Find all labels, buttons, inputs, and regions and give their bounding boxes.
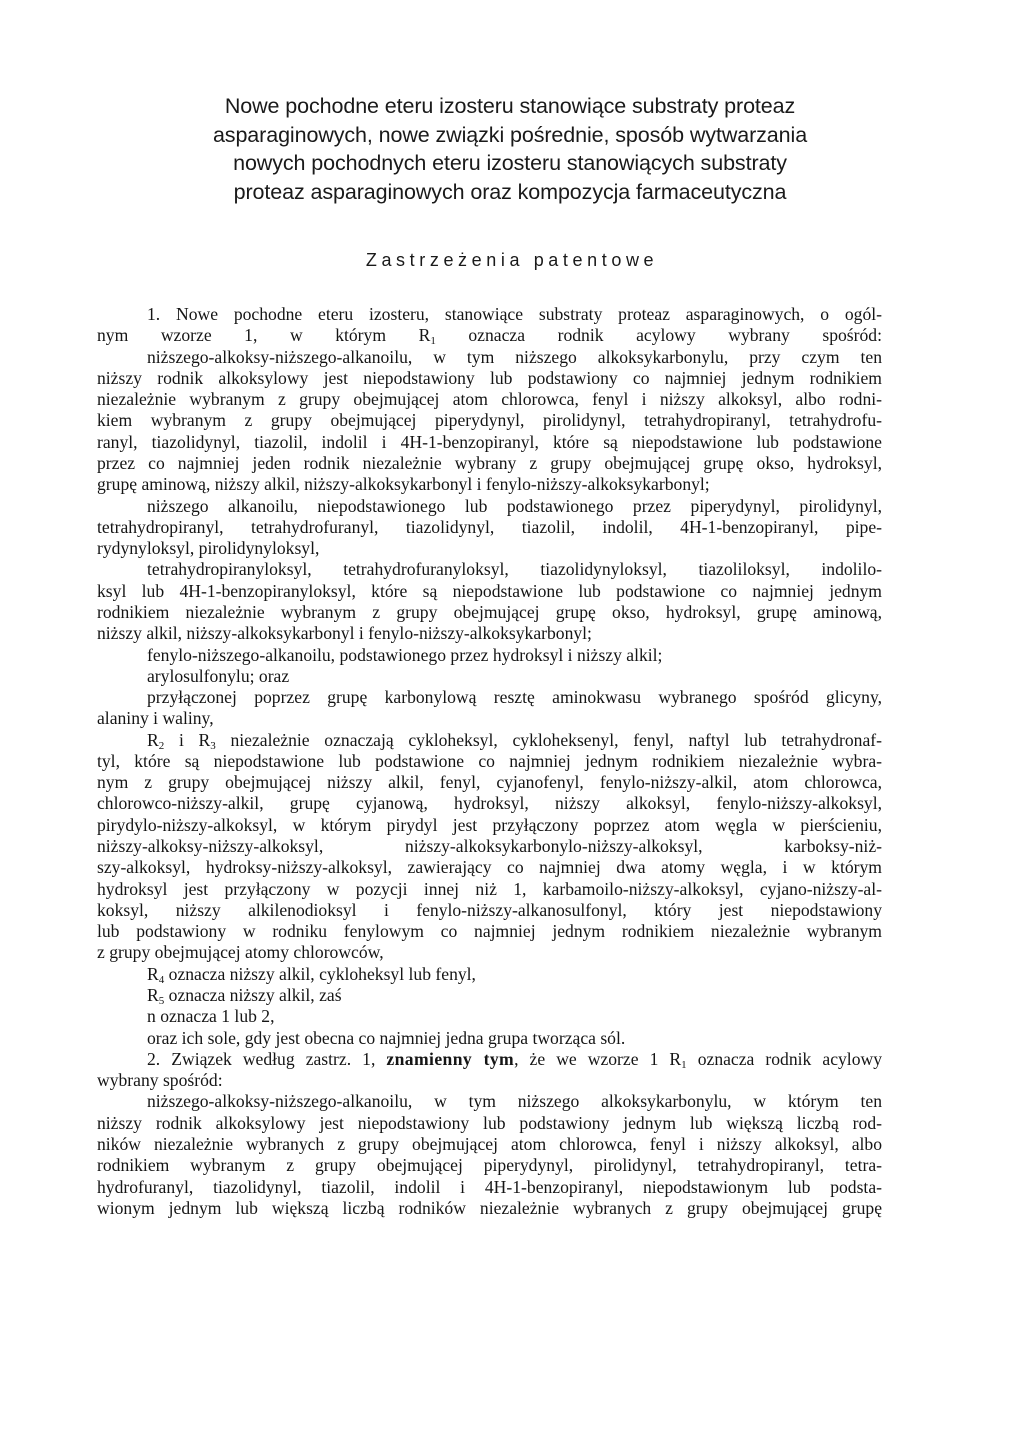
claim-line: niższego alkanoilu, niepodstawionego lub podstawionego przez piperydynyl, pirolidynyl,: [147, 495, 882, 516]
claim-line: nym wzorze 1, w którym $R_1$ oznacza rodnik acylowy wybrany spośród:: [97, 325, 882, 348]
claim-line: tyl, które są niepodstawione lub podstawione co najmniej jednym rodnikiem niezależnie wybra-: [97, 750, 882, 771]
claim-line: rodnikiem niezależnie wybranym z grupy obejmującej grupę okso, hydroksyl, grupę aminową,: [97, 601, 882, 622]
claim-line: nym z grupy obejmującej niższy alkil, fenyl, cyjanofenyl, fenylo-niższy-alkil, atom chlorowca,: [97, 772, 882, 793]
claim-line: 2. Związek według zastrz. 1, znamienny tym, że we wzorze 1 $R_1$ oznacza rodnik acylowy: [147, 1048, 882, 1071]
stamp-phrase: znamienny tym: [386, 1048, 515, 1069]
claim-line: tetrahydropiranyl, tetrahydrofuranyl, tiazolidynyl, tiazolil, indolil, 4H-1-benzopiranyl, pipe-: [97, 516, 882, 537]
claim-line: oraz ich sole, gdy jest obecna co najmniej jedna grupa tworząca sól.: [147, 1027, 626, 1048]
claim-line: $R_2$ i $R_3$ niezależnie oznaczają cykloheksyl, cykloheksenyl, fenyl, naftyl lub tetrahydronaf-: [147, 729, 882, 752]
claim-line: n oznacza 1 lub 2,: [147, 1006, 275, 1027]
claim-line: rydynyloksyl, pirolidynyloksyl,: [97, 538, 320, 559]
claim-line: niższego-alkoksy-niższego-alkanoilu, w tym niższego alkoksykarbonylu, przy czym ten: [147, 346, 882, 367]
claim-line: niższy rodnik alkoksylowy jest niepodstawiony lub podstawiony jednym lub większą liczbą rod-: [97, 1112, 882, 1133]
title-line: nowych pochodnych eteru izosteru stanowiących substraty: [233, 151, 787, 175]
claim-line: pirydylo-niższy-alkoksyl, w którym pirydyl jest przyłączony poprzez atom węgla w pierścieniu,: [97, 814, 882, 835]
claim-line: ranyl, tiazolidynyl, tiazolil, indolil i 4H-1-benzopiranyl, które są niepodstawione lub podstawione: [97, 431, 882, 452]
claims-text: [97, 304, 882, 1219]
claim-line: fenylo-niższego-alkanoilu, podstawionego przez hydroksyl i niższy alkil;: [147, 644, 663, 665]
claim-line: rodnikiem wybranym z grupy obejmującej piperydynyl, pirolidynyl, tetrahydropiranyl, tetra-: [97, 1155, 882, 1176]
claim-line: przez co najmniej jeden rodnik niezależnie wybrany z grupy obejmującej grupę okso, hydroksyl,: [97, 452, 882, 473]
claim-line: niższy-alkoksy-niższy-alkoksyl, niższy-alkoksykarbonylo-niższy-alkoksyl, karboksy-niż-: [97, 836, 882, 857]
claim-line: grupę aminową, niższy alkil, niższy-alkoksykarbonyl i fenylo-niższy-alkoksykarbonyl;: [97, 474, 710, 495]
claim-line: ników niezależnie wybranych z grupy obejmującej atom chlorowca, fenyl i niższy alkoksyl, albo: [97, 1133, 882, 1154]
title-line: Nowe pochodne eteru izosteru stanowiące substraty proteaz: [224, 94, 796, 118]
claim-line: niższy rodnik alkoksylowy jest niepodstawiony lub podstawiony co najmniej jednym rodnikiem: [97, 367, 882, 388]
document-title: [190, 92, 830, 206]
claim-line: z grupy obejmującej atomy chlorowców,: [97, 942, 384, 963]
claim-line: niezależnie wybranym z grupy obejmującej atom chlorowca, fenyl i niższy alkoksyl, albo rodni-: [97, 389, 882, 410]
claim-line: wybrany spośród:: [97, 1070, 223, 1091]
claim-line: koksyl, niższy alkilenodioksyl i fenylo-niższy-alkanosulfonyl, który jest niepodstawiony: [97, 899, 882, 920]
section-heading: Zastrzeżenia patentowe: [365, 250, 659, 270]
claim-line: niższy alkil, niższy-alkoksykarbonyl i fenylo-niższy-alkoksykarbonyl;: [97, 623, 592, 644]
claim-line: $R_4$ oznacza niższy alkil, cykloheksyl lub fenyl,: [147, 963, 476, 986]
claim-line: 1. Nowe pochodne eteru izosteru, stanowiące substraty proteaz asparaginowych, o ogól-: [147, 304, 882, 324]
claim-line: hydroksyl jest przyłączony w pozycji innej niż 1, karbamoilo-niższy-alkoksyl, cyjano-niższy-al-: [97, 878, 882, 899]
claim-line: kiem wybranym z grupy obejmującej piperydynyl, pirolidynyl, tetrahydropiranyl, tetrahydrofu-: [97, 410, 882, 431]
claim-line: tetrahydropiranyloksyl, tetrahydrofuranyloksyl, tiazolidynyloksyl, tiazoliloksyl, indolilo-: [147, 559, 882, 580]
title-line: asparaginowych, nowe związki pośrednie, sposób wytwarzania: [212, 122, 808, 147]
claim-line: szy-alkoksyl, hydroksy-niższy-alkoksyl, zawierający co najmniej dwa atomy węgla, i w którym: [97, 857, 882, 878]
claim-line: $R_5$ oznacza niższy alkil, zaś: [147, 985, 342, 1007]
claim-line: alaniny i waliny,: [97, 708, 214, 729]
claim-line: przyłączonej poprzez grupę karbonylową resztę aminokwasu wybranego spośród glicyny,: [147, 687, 882, 708]
title-line: proteaz asparaginowych oraz kompozycja farmaceutyczna: [233, 179, 787, 204]
claim-line: wionym jednym lub większą liczbą rodników niezależnie wybranych z grupy obejmującej grupę: [97, 1197, 882, 1218]
claim-line: niższego-alkoksy-niższego-alkanoilu, w tym niższego alkoksykarbonylu, w którym ten: [147, 1091, 882, 1112]
claim-line: lub podstawiony w rodniku fenylowym co najmniej jednym rodnikiem niezależnie wybranym: [97, 921, 882, 942]
claim-line: hydrofuranyl, tiazolidynyl, tiazolil, indolil i 4H-1-benzopiranyl, niepodstawionym lub podsta-: [97, 1176, 882, 1197]
claim-line: chlorowco-niższy-alkil, grupę cyjanową, hydroksyl, niższy alkoksyl, fenylo-niższy-alkoksyl,: [97, 793, 882, 814]
claim-line: arylosulfonylu; oraz: [147, 665, 290, 686]
claim-line: ksyl lub 4H-1-benzopiranyloksyl, które są niepodstawione lub podstawione co najmniej jednym: [97, 580, 882, 601]
